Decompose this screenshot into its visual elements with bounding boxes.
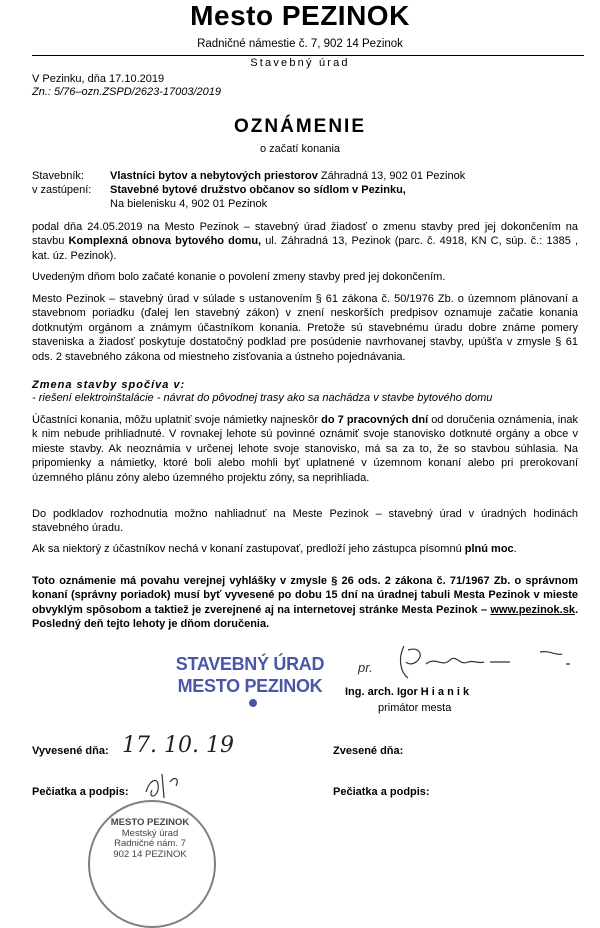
- objections-detail: od doručenia oznámenia, inak k nim nebude prihliadnuté. V rovnakej lehote sú povinné oznámiť svoje stanovisko dotknuté orgány a obce v mieste stavby. Ak neoznámia v určenej lehote svoje stanovisko, má sa za to, že so stavbou súhlasia. Na pripomienky a námietky, ktoré boli alebo mohli byť uplatnené v územnom konaní alebo pri prerokovaní územného plánu zóny alebo územného projektu zóny, sa neprihliada.: [32, 414, 578, 484]
- reference-number: Zn.: 5/76–ozn.ZSPD/2623-17003/2019: [32, 86, 221, 98]
- city-address: Radničné námestie č. 7, 902 14 Pezinok: [197, 38, 403, 50]
- builder-address: Záhradná 13, 902 01 Pezinok: [317, 170, 466, 182]
- seal-line2: Mestský úrad: [121, 827, 179, 839]
- objections-text: Účastníci konania, môžu uplatniť svoje námietky najneskôr: [32, 414, 322, 426]
- objections-deadline: do 7 pracovných dní: [321, 414, 429, 426]
- document-heading: OZNÁMENIE: [234, 116, 366, 137]
- change-item: - riešení elektroinštalácie - návrat do pôvodnej trasy ako sa nachádza v stavbe bytového domu: [32, 392, 493, 404]
- paragraph-documents: Do podkladov rozhodnutia možno nahliadnuť na Meste Pezinok – stavebný úrad v úradných hodinách stavebného úradu.: [32, 508, 578, 535]
- office-stamp-line2: MESTO PEZINOK: [177, 676, 323, 696]
- paragraph-representation: [32, 542, 578, 556]
- signature-prefix: pr.: [358, 660, 373, 675]
- builder-line: [110, 170, 465, 182]
- signatory-role: primátor mesta: [378, 702, 452, 714]
- office-stamp-line1: STAVEBNÝ ÚRAD: [175, 654, 325, 674]
- seal-line1: MESTO PEZINOK: [110, 817, 190, 828]
- seal-text: [104, 818, 196, 860]
- paragraph-start: Uvedeným dňom bolo začaté konanie o povolení zmeny stavby pred jej dokončením.: [32, 271, 446, 283]
- representative-name: Stavebné bytové družstvo občanov so sídlom v Pezinku,: [110, 184, 406, 196]
- removed-label: Zvesené dňa:: [333, 745, 404, 757]
- header-divider: [32, 55, 584, 56]
- document-subheading: o začatí konania: [259, 143, 341, 155]
- posted-date: 17. 10. 19: [122, 733, 234, 758]
- representation-end: .: [513, 543, 517, 555]
- paragraph-legal: Mesto Pezinok – stavebný úrad v súlade s ustanovením § 61 zákona č. 50/1976 Zb. o územnom plánovaní a stavebnom poriadku (ďalej len stavebný zákon) v znení neskorších predpisov oznamuje začatie konania dotknutým orgánom a známym účastníkom konania. Pretože sú stavebnému úradu dobre známe pomery staveniska a žiadosť poskytuje dostatočný podklad pre posúdenie navrhovanej stavby, upúšťa v zmysle § 61 ods. 2 stavebného zákona od miestneho zisťovania a ústneho pojednávania.: [32, 293, 578, 363]
- public-notice-text: Toto oznámenie má povahu verejnej vyhlášky v zmysle § 26 ods. 2 zákona č. 71/1967 Zb. o správnom konaní (správny poriadok) musí byť vyvesené po dobu 15 dní na úradnej tabuli Mesta Pezinok v mieste obvyklým spôsobom a taktiež je zverejnené aj na internetovej stránke Mesta Pezinok –: [32, 575, 578, 616]
- change-heading: Zmena stavby spočíva v:: [32, 379, 186, 391]
- representation-text: Ak sa niektorý z účastníkov nechá v konaní zastupovať, predloží jeho zástupca písomnú: [32, 543, 465, 555]
- builder-name: Vlastníci bytov a nebytových priestorov: [110, 170, 318, 182]
- posted-label: Vyvesené dňa:: [32, 745, 109, 757]
- paragraph-application: [32, 220, 578, 263]
- city-title: Mesto PEZINOK: [190, 0, 410, 31]
- office-name: Stavebný úrad: [250, 57, 350, 69]
- paragraph-objections: [32, 413, 578, 485]
- signatory-name: Ing. arch. Igor H i a n i k: [345, 686, 470, 698]
- initials-signature-icon: [140, 768, 190, 804]
- building-name: Komplexná obnova bytového domu,: [68, 235, 262, 248]
- application-text: podal dňa 24.05.2019 na Mesto Pezinok – stavebný úrad žiadosť o zmenu stavby pred jej dokončením na stavbu: [32, 221, 578, 248]
- representative-address: Na bielenisku 4, 902 01 Pezinok: [110, 198, 268, 210]
- website-link[interactable]: www.pezinok.sk: [490, 603, 575, 616]
- seal-label-left: Pečiatka a podpis:: [32, 786, 129, 798]
- stamp-mark-icon: [246, 697, 260, 709]
- building-location: ul. Záhradná 13, Pezinok (parc. č. 4918, KN C, súp. č.: 1385 , kat. úz. Pezinok).: [32, 235, 578, 262]
- seal-line4: 902 14 PEZINOK: [113, 848, 187, 860]
- signature-icon: [390, 638, 590, 688]
- seal-line3: Radničné nám. 7: [114, 838, 186, 849]
- date-line: V Pezinku, dňa 17.10.2019: [32, 73, 165, 85]
- builder-label: Stavebník:: [32, 170, 84, 182]
- representative-label: v zastúpení:: [32, 184, 92, 196]
- paragraph-public-notice: [32, 574, 578, 632]
- seal-label-right: Pečiatka a podpis:: [333, 786, 430, 798]
- public-notice-end: . Posledný deň tejto lehoty je dňom doručenia.: [32, 603, 578, 631]
- power-of-attorney: plnú moc: [464, 543, 514, 555]
